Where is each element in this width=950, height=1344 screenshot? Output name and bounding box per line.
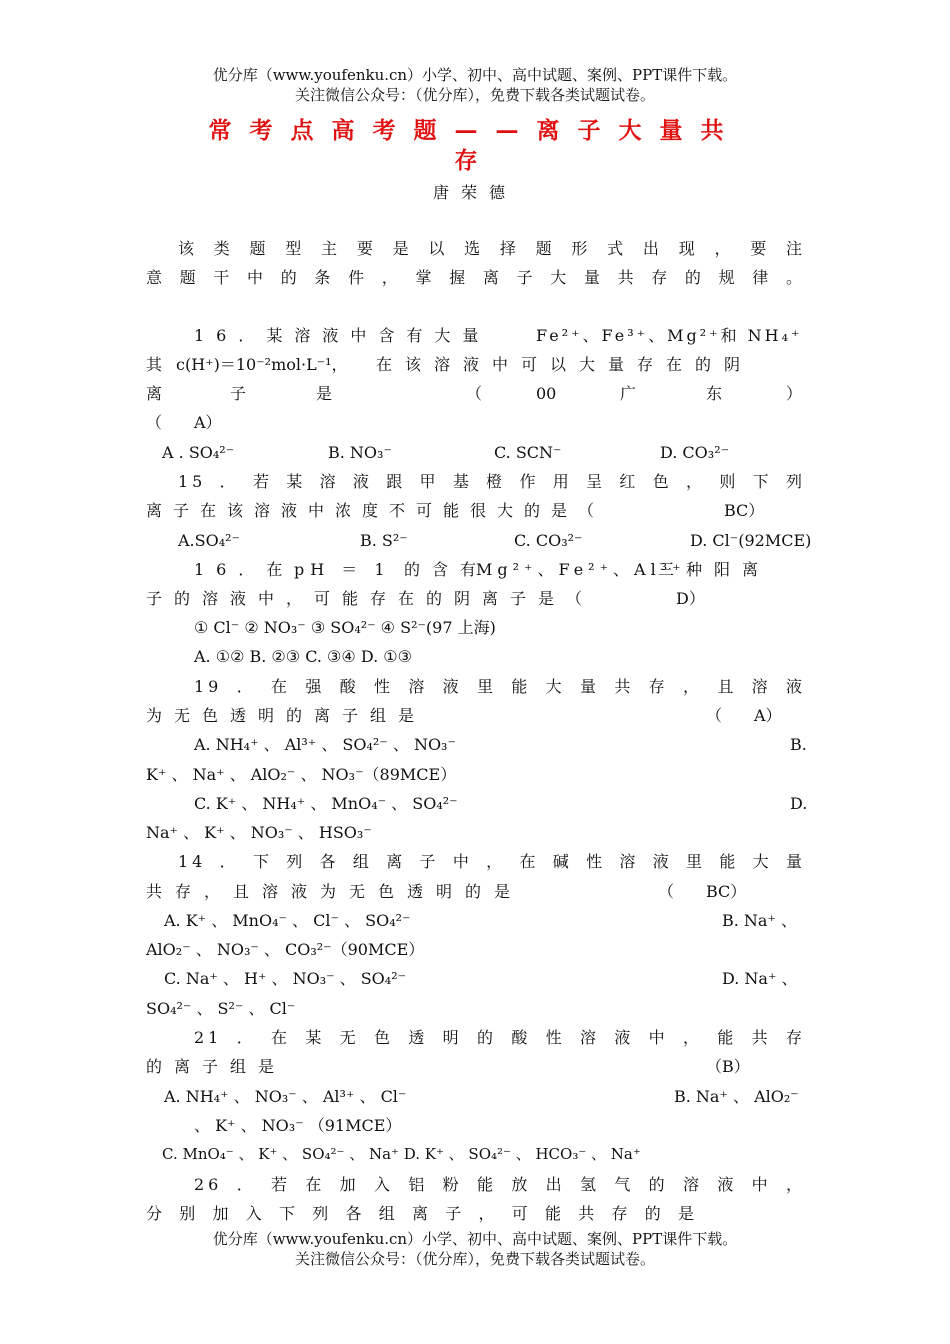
q1-l3h: ）: [786, 384, 803, 403]
q4-l2b: （ A）: [706, 706, 782, 725]
q5-line-2: [146, 877, 806, 906]
q1-option-a: A . SO₄²⁻: [162, 443, 235, 462]
q1-option-d: D. CO₃²⁻: [660, 443, 730, 462]
q1-l3e: 00: [536, 384, 557, 403]
intro-line-1: 该类题型主要是以选择题形式出现，要注: [178, 239, 806, 258]
q2-option-a: A.SO₄²⁻: [178, 531, 240, 550]
q1-answer: （ A）: [146, 413, 222, 432]
q6-line-1: 21．在某无色透明的酸性溶液中，能共存: [194, 1028, 806, 1047]
q3-l1e: 三种阳离: [658, 560, 771, 579]
q6-l2a: 的离子组是: [146, 1057, 287, 1076]
q6-l2b: （B）: [706, 1057, 750, 1076]
q1-l2a: 其: [146, 355, 163, 374]
q3-l1a: 16．在: [194, 560, 295, 579]
q1-stem-b: Fe²⁺、Fe³⁺、Mg²⁺和 NH₄⁺: [536, 326, 803, 345]
q4-option-d-label: D.: [790, 794, 808, 813]
q2-option-b: B. S²⁻: [360, 531, 408, 550]
q5-l2b: （ BC）: [658, 882, 747, 901]
q4-line-3: [146, 730, 806, 759]
q1-stem-a: 16．某溶液中含有大量: [194, 326, 491, 345]
q5-line-1: 14．下列各组离子中，在碱性溶液里能大量: [178, 852, 806, 871]
q4-option-b: K⁺ 、 Na⁺ 、 AlO₂⁻ 、 NO₃⁻（89MCE）: [146, 765, 457, 784]
q2-option-c: C. CO₃²⁻: [514, 531, 583, 550]
q4-line-5: [146, 789, 806, 818]
title-line-2: 存: [454, 147, 496, 174]
q2-line-2: [146, 496, 806, 525]
q3-l2a: 子的溶液中，可能存在的阴离子是（: [146, 589, 595, 608]
q1-l3a: 离: [146, 384, 163, 403]
q1-l3b: 子: [230, 384, 247, 403]
q4-line-2: [146, 701, 806, 730]
q5-l2a: 共存，且溶液为无色透明的是: [146, 882, 524, 901]
q3-line-1: [146, 555, 806, 584]
q1-options: [146, 438, 806, 467]
q4-option-c: C. K⁺ 、 NH₄⁺ 、 MnO₄⁻ 、 SO₄²⁻: [194, 794, 458, 813]
q1-line-2: [146, 350, 806, 379]
q3-ion-list: ① Cl⁻ ② NO₃⁻ ③ SO₄²⁻ ④ S²⁻(97 上海): [194, 618, 496, 637]
footer-line-2: 关注微信公众号：（优分库），免费下载各类试题试卷。: [294, 1250, 655, 1268]
q5-line-5: [146, 964, 806, 993]
q6-option-a: A. NH₄⁺ 、 NO₃⁻ 、 Al³⁺ 、 Cl⁻: [164, 1087, 407, 1106]
q2-line-1: 15．若某溶液跟甲基橙作用呈红色，则下列: [178, 472, 806, 491]
q1-option-b: B. NO₃⁻: [328, 443, 392, 462]
q6-option-b: B. Na⁺ 、 AlO₂⁻: [674, 1087, 799, 1106]
q4-option-b-label: B.: [790, 735, 807, 754]
q3-line-2: [146, 584, 806, 613]
q6-line-3: [146, 1082, 806, 1111]
q4-option-d: Na⁺ 、 K⁺ 、 NO₃⁻ 、 HSO₃⁻: [146, 823, 372, 842]
q5-option-a: A. K⁺ 、 MnO₄⁻ 、 Cl⁻ 、 SO₄²⁻: [164, 911, 411, 930]
q4-option-a: A. NH₄⁺ 、 Al³⁺ 、 SO₄²⁻ 、 NO₃⁻: [194, 735, 456, 754]
q5-option-d-label: D. Na⁺ 、: [722, 969, 798, 988]
q7-line-2: 分别加入下列各组离子，可能共存的是: [146, 1204, 698, 1223]
q1-line-1: [146, 321, 806, 350]
q7-line-1: 26．若在加入铝粉能放出氢气的溶液中，: [194, 1175, 806, 1194]
q6-option-b-cont: 、 K⁺ 、 NO₃⁻ （91MCE）: [194, 1116, 402, 1135]
q4-line-1: 19．在强酸性溶液里能大量共存，且溶液: [194, 677, 806, 696]
q5-option-c: C. Na⁺ 、 H⁺ 、 NO₃⁻ 、 SO₄²⁻: [164, 969, 407, 988]
q2-option-d: D. Cl⁻(92MCE): [690, 531, 812, 550]
q1-l2c: 在该溶液中可以大量存在的阴: [376, 355, 754, 374]
q1-l3c: 是: [316, 384, 333, 403]
q3-l1b: pH ＝ 1: [294, 560, 391, 579]
q1-l3d: （: [466, 384, 483, 403]
author: 唐荣德: [432, 183, 517, 202]
q1-l2b: c(H⁺)＝10⁻²mol·L⁻¹，: [176, 355, 348, 374]
q3-l1c: 的含有: [404, 560, 489, 579]
q3-options: A. ①② B. ②③ C. ③④ D. ①③: [194, 647, 412, 666]
q5-option-b-label: B. Na⁺ 、: [722, 911, 798, 930]
header-line-1: 优分库（www.youfenku.cn）小学、初中、高中试题、案例、PPT课件下载。: [212, 66, 738, 84]
q2-options: [146, 526, 812, 555]
header-line-2: 关注微信公众号：（优分库），免费下载各类试题试卷。: [294, 86, 655, 104]
q5-option-d: SO₄²⁻ 、 S²⁻ 、 Cl⁻: [146, 999, 296, 1018]
q3-l1d: Mg²⁺、Fe²⁺、Al³⁺: [476, 560, 686, 579]
q1-line-3: [146, 379, 806, 408]
q6-options-cd: C. MnO₄⁻ 、 K⁺ 、 SO₄²⁻ 、 Na⁺ D. K⁺ 、 SO₄²⁻ 、 HCO₃⁻ 、 Na⁺: [162, 1145, 641, 1163]
q3-l2b: D）: [676, 589, 705, 608]
q5-line-3: [146, 906, 806, 935]
title-line-1: 常考点高考题——离子大量共: [208, 117, 742, 144]
q1-l3g: 东: [706, 384, 723, 403]
q2-l2b: BC）: [724, 501, 765, 520]
q2-l2a: 离子在该溶液中浓度不可能很大的是（: [146, 501, 606, 520]
q1-l3f: 广: [620, 384, 637, 403]
q6-line-2: [146, 1052, 806, 1081]
footer-line-1: 优分库（www.youfenku.cn）小学、初中、高中试题、案例、PPT课件下载。: [212, 1230, 738, 1248]
q1-option-c: C. SCN⁻: [494, 443, 562, 462]
q5-option-b: AlO₂⁻ 、 NO₃⁻ 、 CO₃²⁻（90MCE）: [146, 940, 425, 959]
q4-l2a: 为无色透明的离子组是: [146, 706, 427, 725]
intro-line-2: 意题干中的条件，掌握离子大量共存的规律。: [146, 268, 806, 287]
